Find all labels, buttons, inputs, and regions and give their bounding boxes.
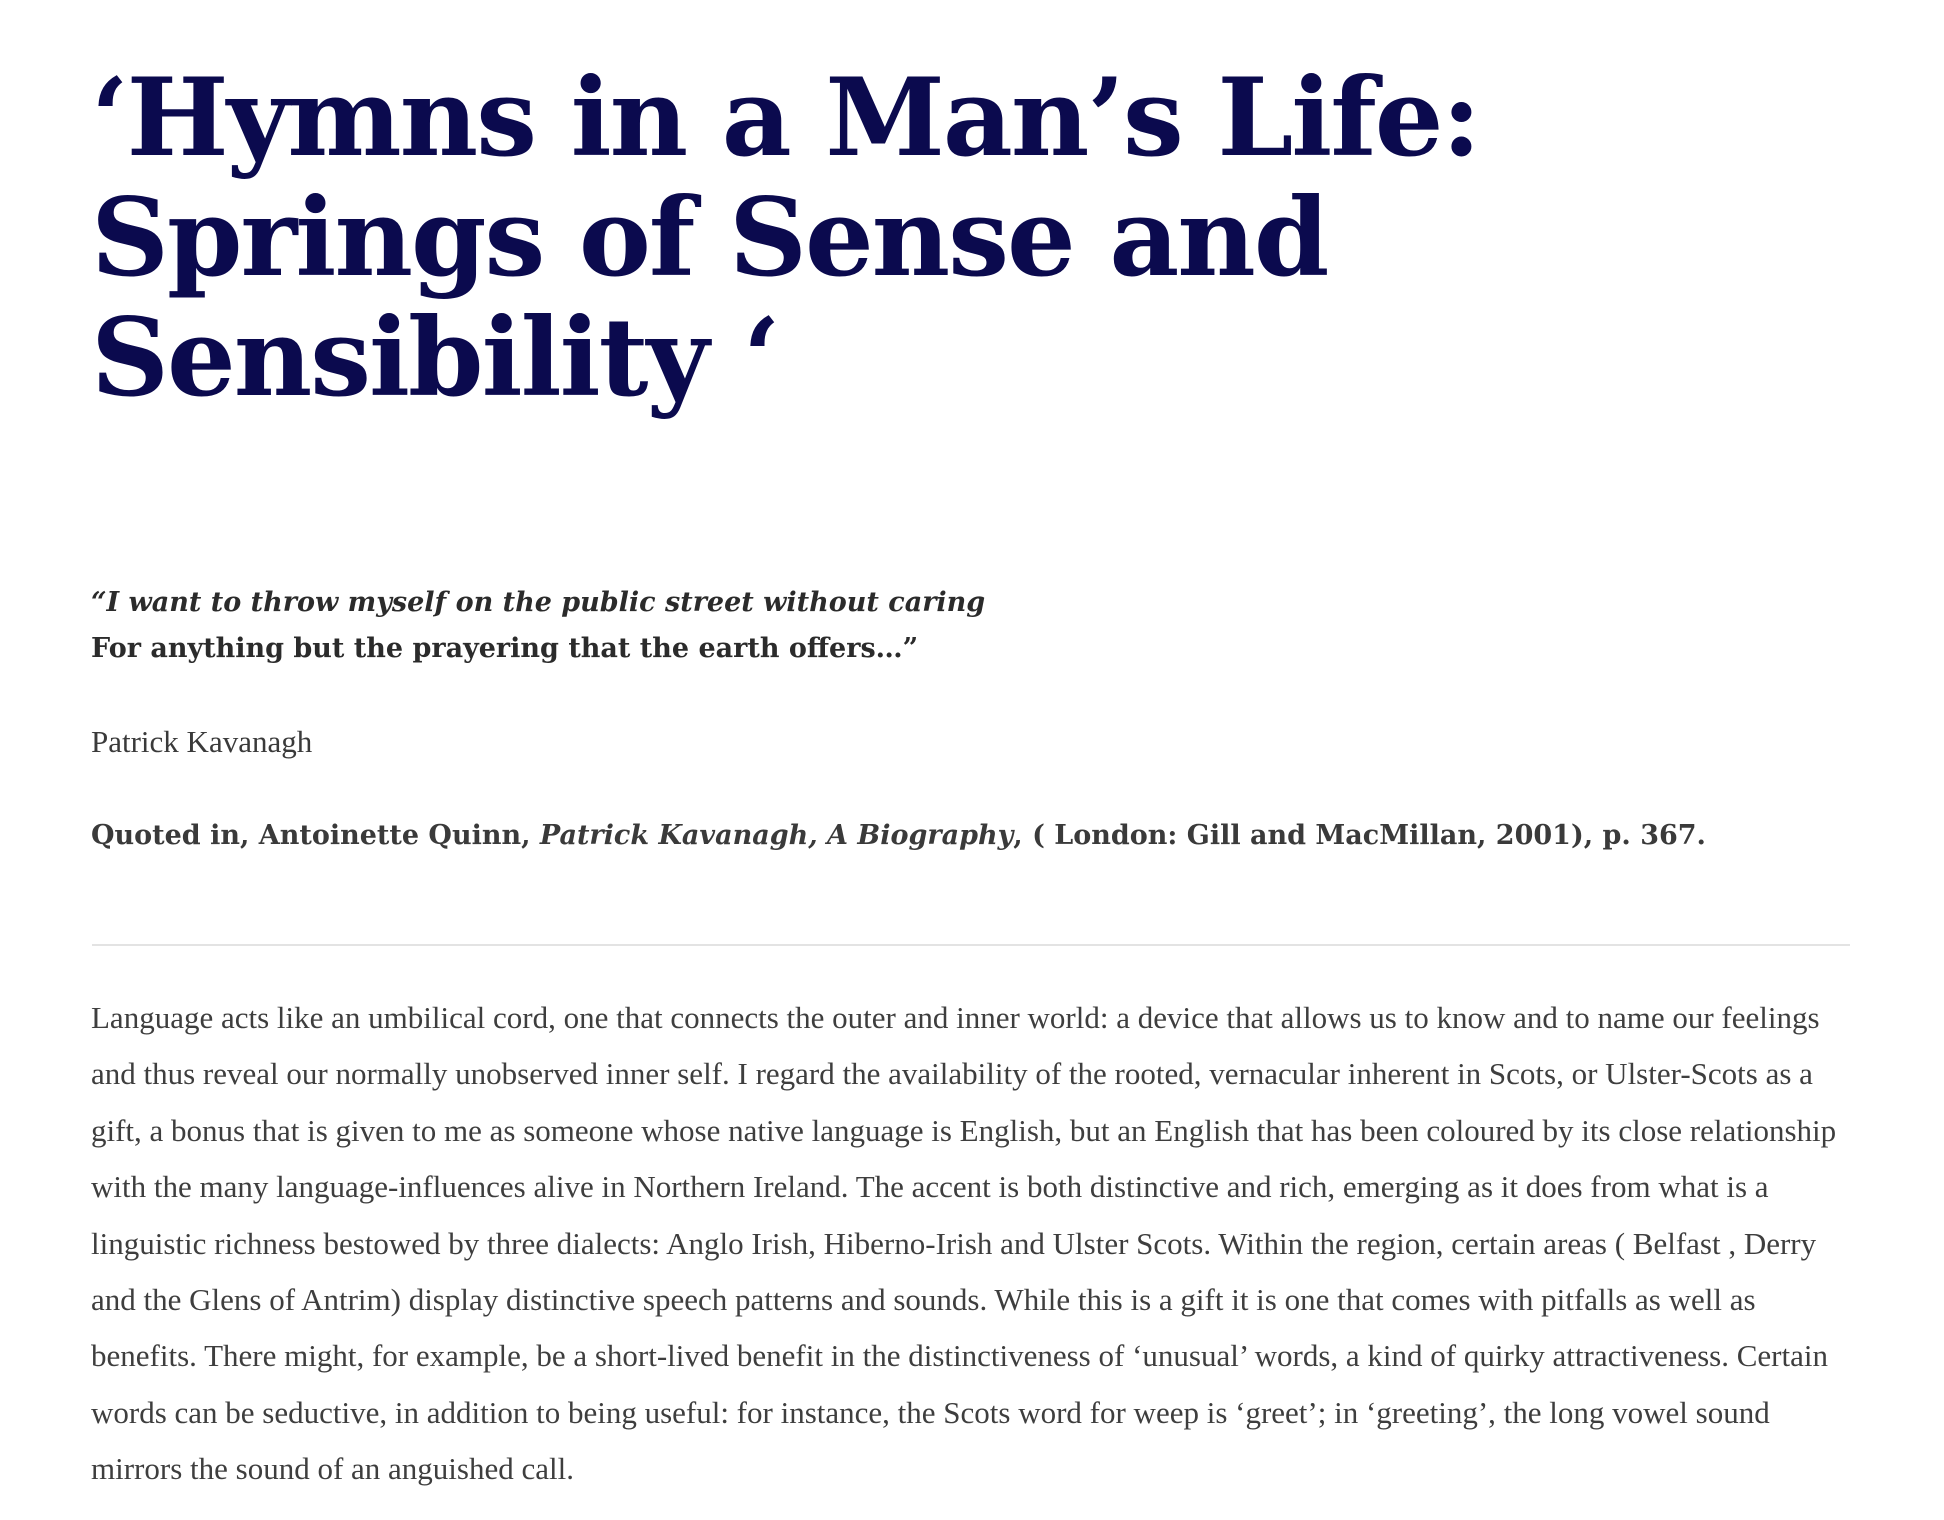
body-paragraph: Language acts like an umbilical cord, one that connects the outer and inner world: a device that allows us to know and to name our feelings and thus reveal our normally unobserved inner self. I regard the availability of the rooted, vernacular inherent in Scots, or Ulster-Scots as a gift, a bonus that is given to me as someone whose native language is English, but an English that has been coloured by its close relationship with the many language-influences alive in Northern Ireland. The accent is both distinctive and rich, emerging as it does from what is a linguistic richness bestowed by three dialects: Anglo Irish, Hiberno-Irish and Ulster Scots. Within the region, certain areas ( Belfast , Derry and the Glens of Antrim) display distinctive speech patterns and sounds. While this is a gift it is one that comes with pitfalls as well as benefits. There might, for example, be a short-lived benefit in the distinctiveness of ‘unusual’ words, a kind of quirky attractiveness. Certain words can be seductive, in addition to being useful: for instance, the Scots word for weep is ‘greet’; in ‘greeting’, the long vowel sound mirrors the sound of an anguished call.	[91, 1000, 1837, 1487]
epigraph-author: Patrick Kavanagh	[91, 724, 313, 759]
citation-prefix: Quoted in, Antoinette Quinn,	[91, 820, 540, 851]
section-divider	[92, 944, 1850, 946]
epigraph-quote	[91, 580, 1851, 672]
article	[91, 0, 1851, 1520]
epigraph-line-2: For anything but the prayering that the earth offers…”	[91, 633, 919, 664]
citation-suffix: , ( London: Gill and MacMillan, 2001), p. 367.	[1013, 820, 1706, 851]
article-title: ‘Hymns in a Man’s Life: Springs of Sense and Sensibility ‘	[91, 55, 1480, 421]
article-body	[91, 990, 1851, 1498]
source-citation	[91, 816, 1851, 856]
citation-book-title: Patrick Kavanagh, A Biography	[539, 820, 1014, 851]
epigraph-line-1: “I want to throw myself on the public street without caring	[91, 587, 986, 618]
